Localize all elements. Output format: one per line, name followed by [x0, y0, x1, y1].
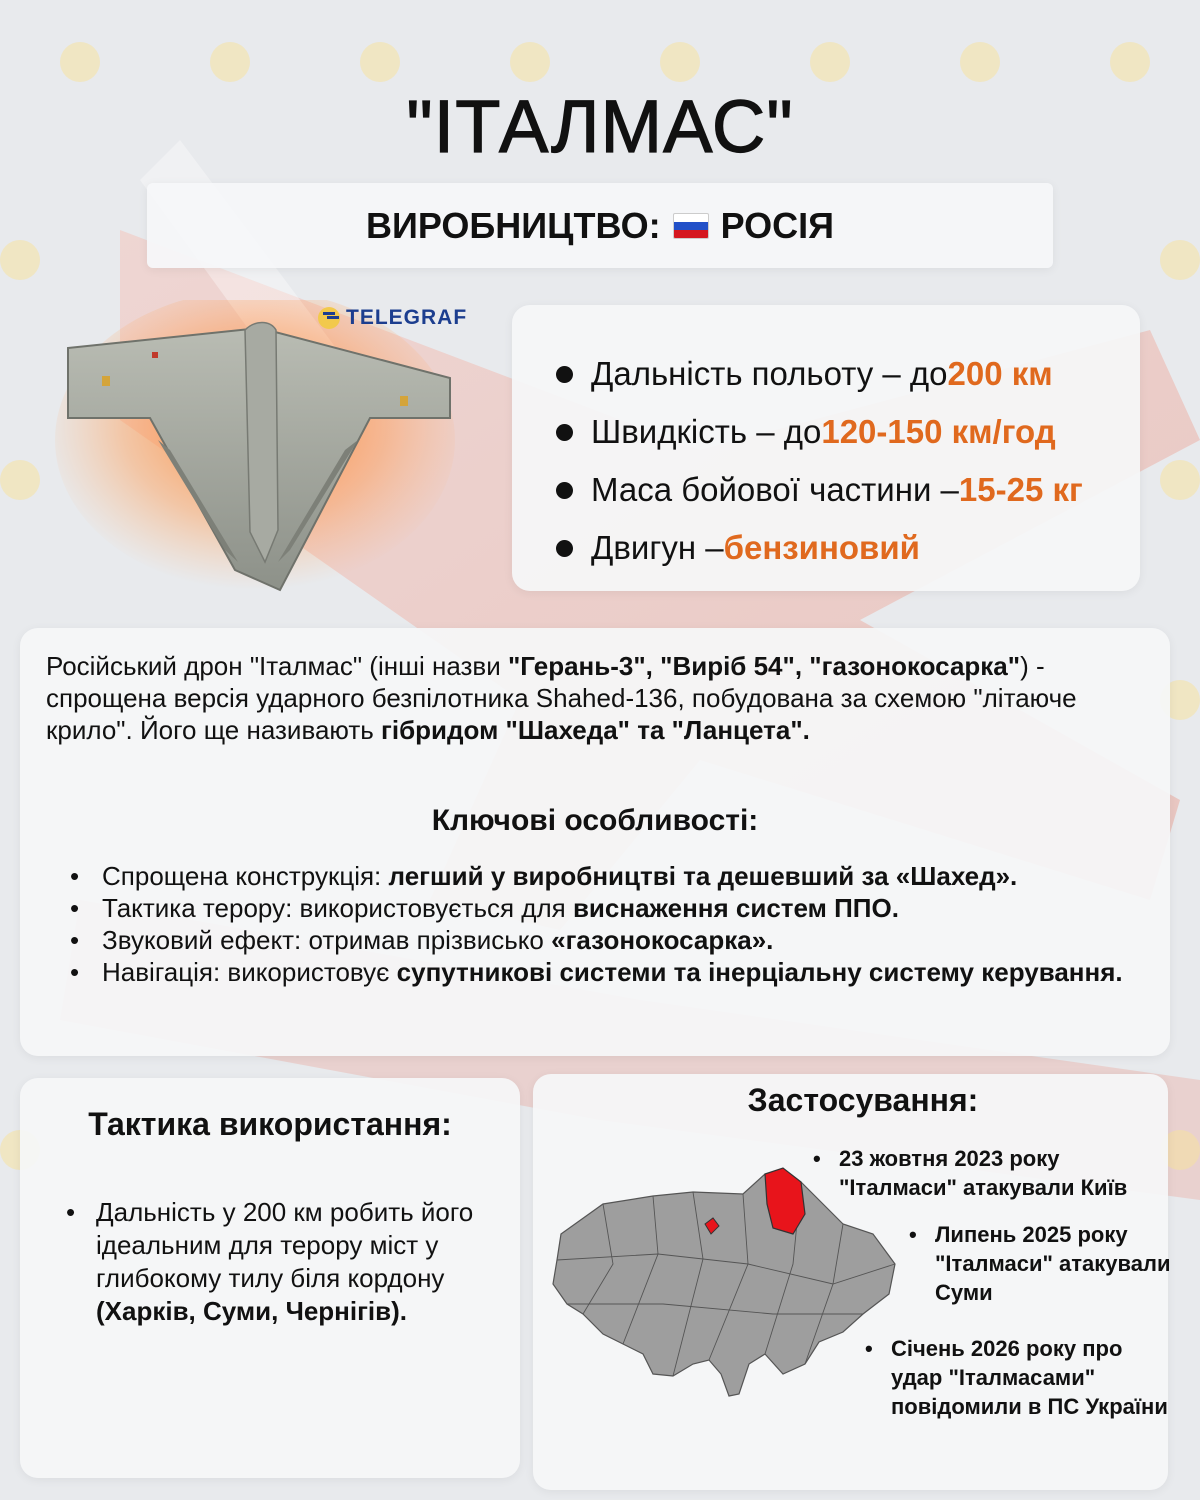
- bullet-icon: [556, 540, 573, 557]
- origin-banner: [147, 183, 1053, 268]
- specs-card: [512, 305, 1140, 591]
- spec-value: 120-150 км/год: [821, 413, 1056, 450]
- tactics-title: Тактика використання:: [88, 1106, 452, 1142]
- bullet-icon: [556, 366, 573, 383]
- features-list: [54, 860, 1154, 988]
- russia-flag-icon: [673, 213, 709, 239]
- specs-list: [512, 305, 1140, 577]
- spec-value: бензиновий: [723, 529, 920, 566]
- drone-image: [40, 300, 470, 600]
- spec-item-speed: Швидкість – до 120-150 км/год: [556, 403, 1140, 461]
- spec-item-warhead: Маса бойової частини – 15-25 кг: [556, 461, 1140, 519]
- tactics-card: [20, 1078, 520, 1478]
- telegraf-logo: [318, 306, 467, 330]
- bullet-icon: [556, 482, 573, 499]
- description-card: [20, 628, 1170, 1056]
- list-item: • Звуковий ефект: отримав прізвисько «газонокосарка».: [54, 924, 1154, 956]
- spec-item-engine: Двигун – бензиновий: [556, 519, 1140, 577]
- usage-event: • Січень 2026 року про удар "Італмасами" повідомили в ПС України: [865, 1336, 1168, 1419]
- spec-value: 15-25 кг: [958, 471, 1083, 508]
- origin-label: ВИРОБНИЦТВО:: [366, 204, 661, 246]
- bullet-icon: [556, 424, 573, 441]
- usage-event: • 23 жовтня 2023 року "Італмаси" атакували Київ: [813, 1146, 1128, 1200]
- usage-card: [533, 1074, 1171, 1490]
- usage-title: Застосування:: [747, 1082, 979, 1118]
- usage-event: • Липень 2025 року "Італмаси" атакували Суми: [909, 1222, 1171, 1305]
- list-item: • Спрощена конструкція: легший у виробництві та дешевший за «Шахед».: [54, 860, 1154, 892]
- list-item: • Навігація: використовує супутникові системи та інерціальну систему керування.: [54, 956, 1154, 988]
- telegraf-logo-icon: [318, 307, 340, 329]
- list-item: • Тактика терору: використовується для виснаження систем ППО.: [54, 892, 1154, 924]
- spec-value: 200 км: [947, 355, 1053, 392]
- features-title: Ключові особливості:: [431, 804, 759, 837]
- description-text: Російський дрон "Італмас" (інші назви "Герань-3", "Виріб 54", "газонокосарка") - спрощена версія ударного безпілотника Shahed-136, побудована за схемою "літаюче крило". Його ще називають гібридом "Шахеда" та "Ланцета".: [46, 651, 1077, 745]
- list-item: • Дальність у 200 км робить його ідеальним для терору міст у глибокому тилу біля кордону (Харків, Суми, Чернігів).: [64, 1196, 484, 1328]
- page-title: "ІТАЛМАС": [406, 85, 794, 168]
- origin-country: РОСІЯ: [720, 204, 834, 246]
- brand-name: TELEGRAF: [346, 306, 468, 329]
- spec-item-range: Дальність польоту – до 200 км: [556, 345, 1140, 403]
- tactics-list: [64, 1196, 484, 1328]
